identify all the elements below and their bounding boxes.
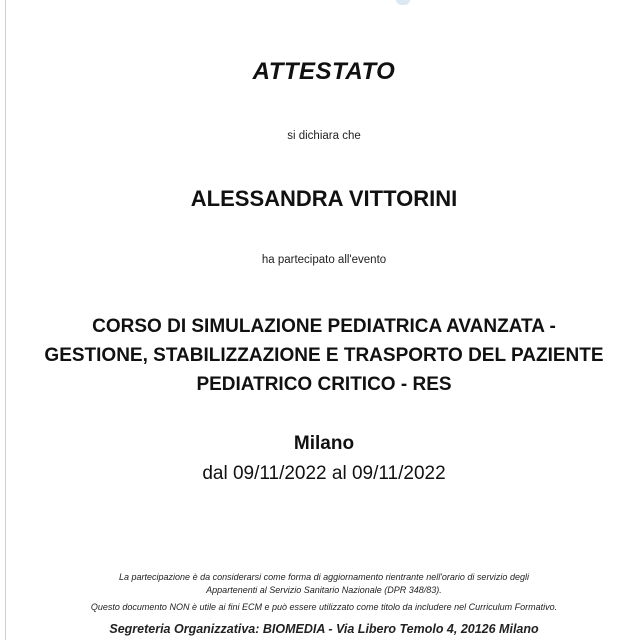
event-city: Milano — [293, 433, 355, 454]
participated-text: ha partecipato all'evento — [261, 254, 387, 266]
certificate-title: ATTESTATO — [252, 58, 396, 85]
recipient-name: ALESSANDRA VITTORINI — [190, 186, 458, 211]
page-border — [5, 0, 6, 640]
event-title-line: PEDIATRICO CRITICO - RES — [196, 374, 452, 395]
event-title-line: GESTIONE, STABILIZZAZIONE E TRASPORTO DEL PAZIENTE — [44, 345, 604, 366]
footer-note-line: Appartenenti al Servizio Sanitario Nazionale (DPR 348/83). — [206, 585, 442, 595]
event-dates: dal 09/11/2022 al 09/11/2022 — [202, 463, 446, 484]
event-title — [8, 312, 640, 399]
footer-note-line: La partecipazione è da considerarsi come forma di aggiornamento rientrante nell'orario di servizio degli — [119, 572, 529, 582]
footer-disclaimer: Questo documento NON è utile ai fini ECM e può essere utilizzato come titolo da includere nel Curriculum Formativo. — [90, 602, 558, 612]
declares-text: si dichiara che — [287, 130, 361, 142]
top-decoration — [396, 0, 410, 5]
organizer-info: Segreteria Organizzativa: BIOMEDIA - Via Libero Temolo 4, 20126 Milano — [109, 622, 539, 636]
event-title-line: CORSO DI SIMULAZIONE PEDIATRICA AVANZATA - — [92, 316, 556, 337]
